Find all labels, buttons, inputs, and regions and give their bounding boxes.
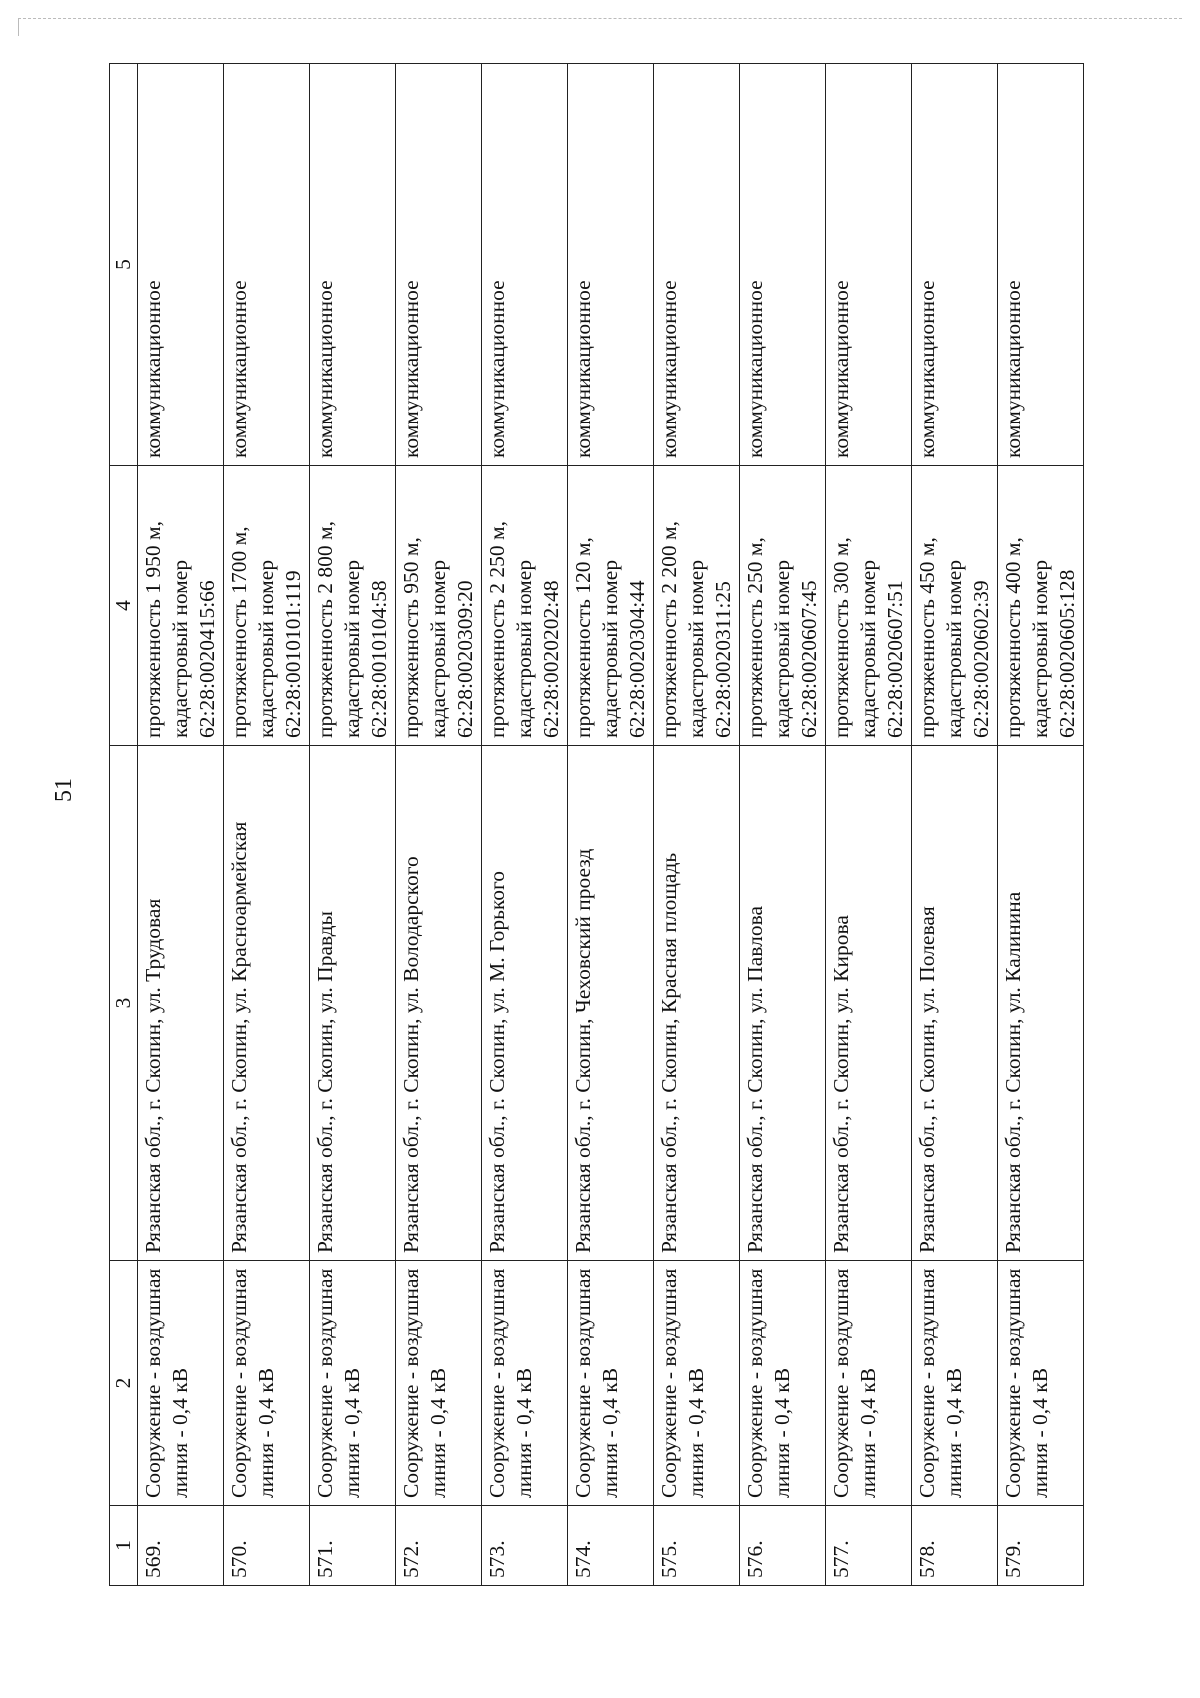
object-type: коммуникационное bbox=[1001, 280, 1025, 458]
object-name-line: линия - 0,4 кВ bbox=[684, 1367, 708, 1498]
details-line: кадастровый номер bbox=[770, 559, 794, 738]
details-line: протяженность 2 800 м, bbox=[313, 521, 337, 738]
object-name-cell bbox=[310, 1261, 396, 1506]
details-line: 62:28:0020202:48 bbox=[539, 580, 563, 738]
address: Рязанская обл., г. Скопин, ул. Полевая bbox=[915, 906, 939, 1253]
column-header-3: 3 bbox=[110, 746, 138, 1261]
object-name-line: линия - 0,4 кВ bbox=[942, 1367, 966, 1498]
details-line: кадастровый номер bbox=[1028, 559, 1052, 738]
details-line: 62:28:0010104:58 bbox=[367, 580, 391, 738]
row-number: 574. bbox=[571, 1540, 595, 1578]
type-cell bbox=[482, 64, 568, 466]
type-cell bbox=[310, 64, 396, 466]
object-name-line: линия - 0,4 кВ bbox=[340, 1367, 364, 1498]
details-line: 62:28:0020304:44 bbox=[625, 580, 649, 738]
address: Рязанская обл., г. Скопин, Красная площадь bbox=[657, 852, 681, 1253]
address: Рязанская обл., г. Скопин, ул. Трудовая bbox=[141, 898, 165, 1253]
page-number: 51 bbox=[51, 778, 77, 802]
object-name-cell bbox=[396, 1261, 482, 1506]
details-line: протяженность 950 м, bbox=[399, 537, 423, 738]
details-line: 62:28:0020415:66 bbox=[195, 580, 219, 738]
details-cell bbox=[826, 466, 912, 746]
row-number: 578. bbox=[915, 1540, 939, 1578]
row-number-cell bbox=[568, 1506, 654, 1586]
row-number: 573. bbox=[485, 1540, 509, 1578]
object-name-cell bbox=[224, 1261, 310, 1506]
table-body bbox=[138, 64, 1084, 1586]
object-name-cell bbox=[654, 1261, 740, 1506]
details-line: кадастровый номер bbox=[684, 559, 708, 738]
row-number-cell bbox=[912, 1506, 998, 1586]
details-cell bbox=[740, 466, 826, 746]
details-line: кадастровый номер bbox=[856, 559, 880, 738]
address-cell bbox=[912, 746, 998, 1261]
object-type: коммуникационное bbox=[227, 280, 251, 458]
object-name-line: линия - 0,4 кВ bbox=[254, 1367, 278, 1498]
object-name-cell bbox=[826, 1261, 912, 1506]
row-number: 570. bbox=[227, 1540, 251, 1578]
details-line: 62:28:0020607:45 bbox=[797, 580, 821, 738]
object-name-line: Сооружение - воздушная bbox=[313, 1268, 337, 1498]
row-number-cell bbox=[138, 1506, 224, 1586]
table-row bbox=[912, 64, 998, 1586]
object-name-cell bbox=[138, 1261, 224, 1506]
row-number-cell bbox=[654, 1506, 740, 1586]
object-type: коммуникационное bbox=[399, 280, 423, 458]
address: Рязанская обл., г. Скопин, Чеховский проезд bbox=[571, 848, 595, 1253]
details-cell bbox=[224, 466, 310, 746]
object-type: коммуникационное bbox=[571, 280, 595, 458]
details-cell bbox=[138, 466, 224, 746]
details-line: протяженность 120 м, bbox=[571, 537, 595, 738]
object-name-line: Сооружение - воздушная bbox=[1001, 1268, 1025, 1498]
table-header-row bbox=[110, 64, 138, 1586]
details-cell bbox=[482, 466, 568, 746]
object-name-cell bbox=[568, 1261, 654, 1506]
details-line: протяженность 250 м, bbox=[743, 537, 767, 738]
details-cell bbox=[654, 466, 740, 746]
details-line: протяженность 1700 м, bbox=[227, 526, 251, 738]
details-cell bbox=[396, 466, 482, 746]
row-number: 576. bbox=[743, 1540, 767, 1578]
column-header-4: 4 bbox=[110, 466, 138, 746]
details-line: протяженность 450 м, bbox=[915, 537, 939, 738]
row-number: 577. bbox=[829, 1540, 853, 1578]
row-number: 572. bbox=[399, 1540, 423, 1578]
row-number: 579. bbox=[1001, 1540, 1025, 1578]
table-row bbox=[396, 64, 482, 1586]
row-number: 575. bbox=[657, 1540, 681, 1578]
row-number-cell bbox=[224, 1506, 310, 1586]
address: Рязанская обл., г. Скопин, ул. Правды bbox=[313, 910, 337, 1253]
object-type: коммуникационное bbox=[915, 280, 939, 458]
details-line: кадастровый номер bbox=[254, 559, 278, 738]
object-type: коммуникационное bbox=[141, 280, 165, 458]
details-line: 62:28:0020607:51 bbox=[883, 580, 907, 738]
table-row bbox=[568, 64, 654, 1586]
type-cell bbox=[224, 64, 310, 466]
object-type: коммуникационное bbox=[829, 280, 853, 458]
address-cell bbox=[998, 746, 1084, 1261]
table-row bbox=[138, 64, 224, 1586]
details-line: протяженность 300 м, bbox=[829, 537, 853, 738]
column-header-2: 2 bbox=[110, 1261, 138, 1506]
object-name-cell bbox=[740, 1261, 826, 1506]
object-name-line: линия - 0,4 кВ bbox=[168, 1367, 192, 1498]
column-header-5: 5 bbox=[110, 64, 138, 466]
details-cell bbox=[568, 466, 654, 746]
scan-edge-top bbox=[18, 18, 1182, 19]
table-row bbox=[654, 64, 740, 1586]
object-name-line: Сооружение - воздушная bbox=[657, 1268, 681, 1498]
row-number-cell bbox=[396, 1506, 482, 1586]
object-name-line: линия - 0,4 кВ bbox=[426, 1367, 450, 1498]
table-row bbox=[482, 64, 568, 1586]
object-name-line: линия - 0,4 кВ bbox=[598, 1367, 622, 1498]
address: Рязанская обл., г. Скопин, ул. Володарского bbox=[399, 856, 423, 1253]
object-name-line: Сооружение - воздушная bbox=[227, 1268, 251, 1498]
details-line: 62:28:0020309:20 bbox=[453, 580, 477, 738]
type-cell bbox=[998, 64, 1084, 466]
type-cell bbox=[912, 64, 998, 466]
details-line: кадастровый номер bbox=[598, 559, 622, 738]
address-cell bbox=[826, 746, 912, 1261]
object-name-line: Сооружение - воздушная bbox=[829, 1268, 853, 1498]
row-number-cell bbox=[826, 1506, 912, 1586]
object-type: коммуникационное bbox=[485, 280, 509, 458]
address-cell bbox=[482, 746, 568, 1261]
object-name-line: линия - 0,4 кВ bbox=[856, 1367, 880, 1498]
type-cell bbox=[654, 64, 740, 466]
type-cell bbox=[826, 64, 912, 466]
details-line: кадастровый номер bbox=[168, 559, 192, 738]
address-cell bbox=[310, 746, 396, 1261]
row-number: 571. bbox=[313, 1540, 337, 1578]
address-cell bbox=[138, 746, 224, 1261]
object-name-cell bbox=[482, 1261, 568, 1506]
object-name-line: Сооружение - воздушная bbox=[399, 1268, 423, 1498]
row-number: 569. bbox=[141, 1540, 165, 1578]
row-number-cell bbox=[998, 1506, 1084, 1586]
column-header-1: 1 bbox=[110, 1506, 138, 1586]
object-name-line: линия - 0,4 кВ bbox=[512, 1367, 536, 1498]
row-number-cell bbox=[310, 1506, 396, 1586]
type-cell bbox=[568, 64, 654, 466]
address: Рязанская обл., г. Скопин, ул. М. Горького bbox=[485, 870, 509, 1253]
table-row bbox=[740, 64, 826, 1586]
object-name-line: Сооружение - воздушная bbox=[141, 1268, 165, 1498]
address: Рязанская обл., г. Скопин, ул. Красноармейская bbox=[227, 821, 251, 1253]
details-line: протяженность 2 250 м, bbox=[485, 521, 509, 738]
details-line: кадастровый номер bbox=[426, 559, 450, 738]
table-row bbox=[826, 64, 912, 1586]
details-line: 62:28:0020605:128 bbox=[1055, 569, 1079, 738]
type-cell bbox=[396, 64, 482, 466]
object-name-line: Сооружение - воздушная bbox=[571, 1268, 595, 1498]
details-line: 62:28:0010101:119 bbox=[281, 570, 305, 738]
object-name-line: линия - 0,4 кВ bbox=[770, 1367, 794, 1498]
details-cell bbox=[998, 466, 1084, 746]
details-line: 62:28:0020311:25 bbox=[711, 581, 735, 738]
details-line: кадастровый номер bbox=[340, 559, 364, 738]
object-type: коммуникационное bbox=[313, 280, 337, 458]
details-line: протяженность 2 200 м, bbox=[657, 521, 681, 738]
object-type: коммуникационное bbox=[657, 280, 681, 458]
scan-edge-left bbox=[18, 18, 19, 36]
address: Рязанская обл., г. Скопин, ул. Кирова bbox=[829, 915, 853, 1253]
details-line: протяженность 400 м, bbox=[1001, 537, 1025, 738]
details-line: 62:28:0020602:39 bbox=[969, 580, 993, 738]
object-name-line: Сооружение - воздушная bbox=[915, 1268, 939, 1498]
details-cell bbox=[912, 466, 998, 746]
address-cell bbox=[396, 746, 482, 1261]
table-rotator bbox=[109, 64, 1077, 1586]
object-name-cell bbox=[998, 1261, 1084, 1506]
object-name-line: Сооружение - воздушная bbox=[743, 1268, 767, 1498]
details-cell bbox=[310, 466, 396, 746]
address: Рязанская обл., г. Скопин, ул. Калинина bbox=[1001, 891, 1025, 1253]
table-row bbox=[224, 64, 310, 1586]
property-register-table bbox=[109, 63, 1084, 1586]
address-cell bbox=[654, 746, 740, 1261]
object-name-cell bbox=[912, 1261, 998, 1506]
address-cell bbox=[740, 746, 826, 1261]
row-number-cell bbox=[740, 1506, 826, 1586]
address-cell bbox=[224, 746, 310, 1261]
row-number-cell bbox=[482, 1506, 568, 1586]
address-cell bbox=[568, 746, 654, 1261]
table-row bbox=[998, 64, 1084, 1586]
address: Рязанская обл., г. Скопин, ул. Павлова bbox=[743, 905, 767, 1253]
details-line: кадастровый номер bbox=[512, 559, 536, 738]
object-name-line: линия - 0,4 кВ bbox=[1028, 1367, 1052, 1498]
type-cell bbox=[740, 64, 826, 466]
details-line: кадастровый номер bbox=[942, 559, 966, 738]
details-line: протяженность 1 950 м, bbox=[141, 521, 165, 738]
type-cell bbox=[138, 64, 224, 466]
object-type: коммуникационное bbox=[743, 280, 767, 458]
object-name-line: Сооружение - воздушная bbox=[485, 1268, 509, 1498]
table-row bbox=[310, 64, 396, 1586]
